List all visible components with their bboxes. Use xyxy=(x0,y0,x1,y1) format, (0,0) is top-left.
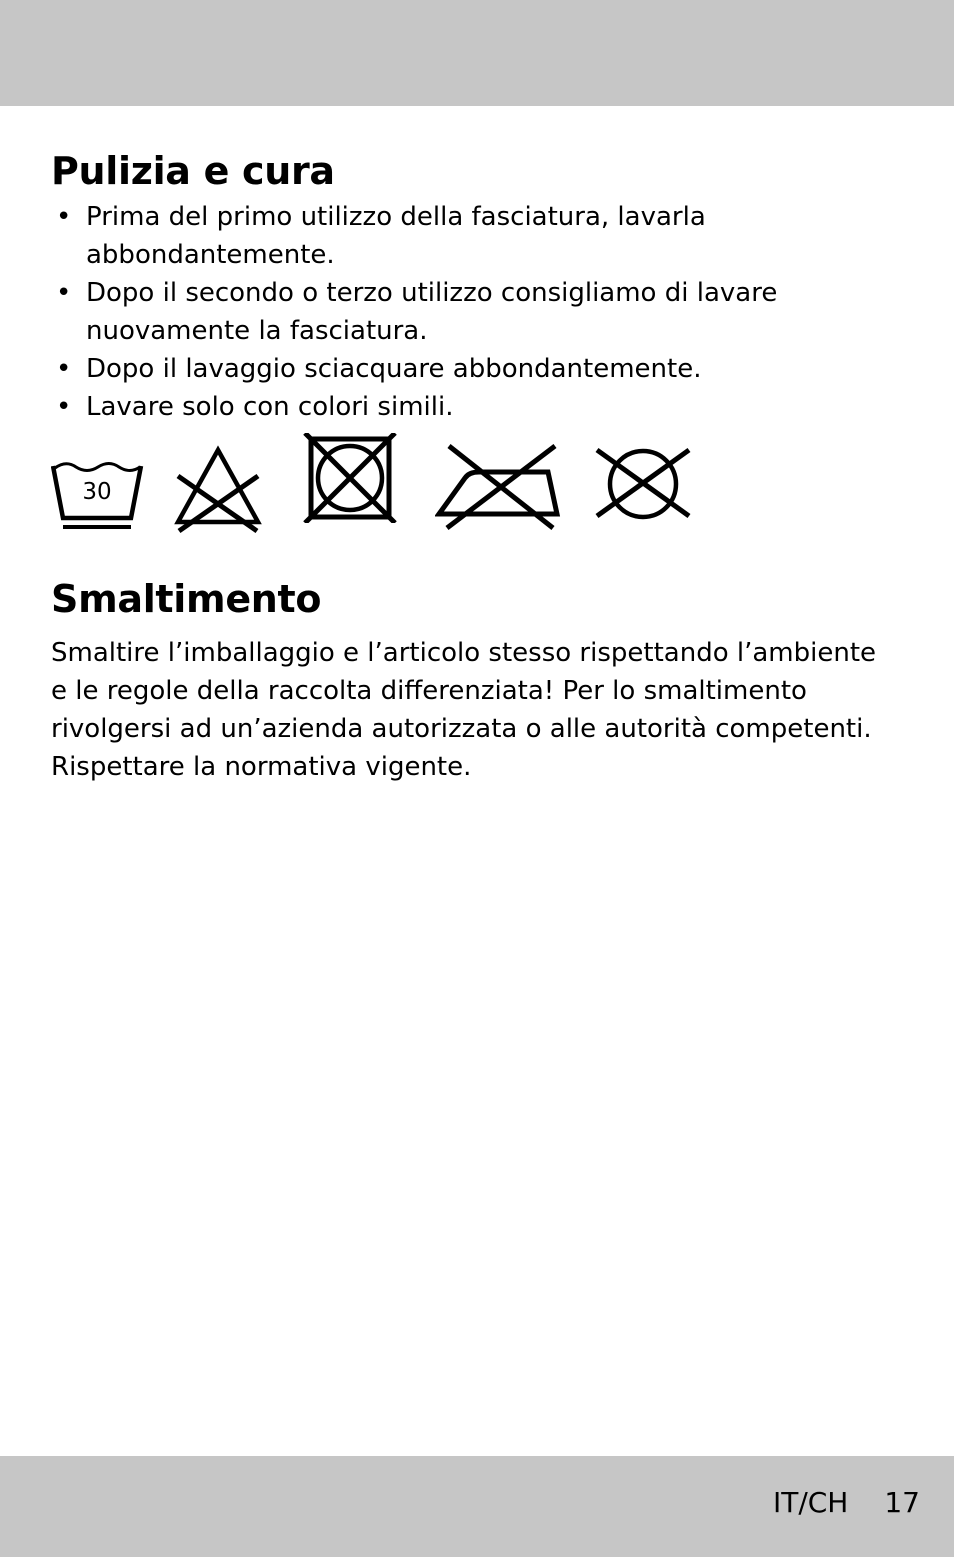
care-symbols xyxy=(51,446,891,546)
wash-temperature: 30 xyxy=(82,479,112,505)
page-footer xyxy=(773,1483,920,1523)
section-title-disposal: Smaltimento xyxy=(51,577,322,621)
disposal-text: Smaltire l’imballaggio e l’articolo stesso rispettando l’ambiente e le regole della raccolta differenziata! Per lo smaltimento rivolgersi ad un’azienda autorizzata o alle autorità competenti. Rispettare la normativa vigente. xyxy=(51,638,877,782)
no-iron-icon xyxy=(435,444,565,534)
footer-locale: IT/CH xyxy=(772,1486,849,1519)
section-disposal xyxy=(51,576,891,786)
list-item-text: Dopo il secondo o terzo utilizzo consigliamo di lavare nuovamente la fasciatura. xyxy=(86,278,778,346)
list-item-text: Lavare solo con colori simili. xyxy=(86,392,454,422)
no-tumble-dry-icon xyxy=(303,433,398,523)
header-band xyxy=(0,0,954,106)
bullet: • xyxy=(56,392,72,422)
list-item xyxy=(51,388,891,426)
page-number: 17 xyxy=(884,1486,920,1519)
section-title-care: Pulizia e cura xyxy=(51,149,335,193)
list-item-text: Prima del primo utilizzo della fasciatura, lavarla abbondantemente. xyxy=(86,202,706,270)
no-bleach-icon xyxy=(173,444,263,539)
wash-30-icon xyxy=(51,446,146,536)
bullet: • xyxy=(56,354,72,384)
section-care xyxy=(51,148,891,546)
no-dry-clean-icon xyxy=(593,446,693,526)
care-list xyxy=(51,198,891,426)
list-item xyxy=(51,350,891,388)
list-item xyxy=(51,274,891,350)
page-content xyxy=(51,148,891,786)
bullet: • xyxy=(56,278,72,308)
list-item-text: Dopo il lavaggio sciacquare abbondantemente. xyxy=(86,354,702,384)
bullet: • xyxy=(56,202,72,232)
list-item xyxy=(51,198,891,274)
